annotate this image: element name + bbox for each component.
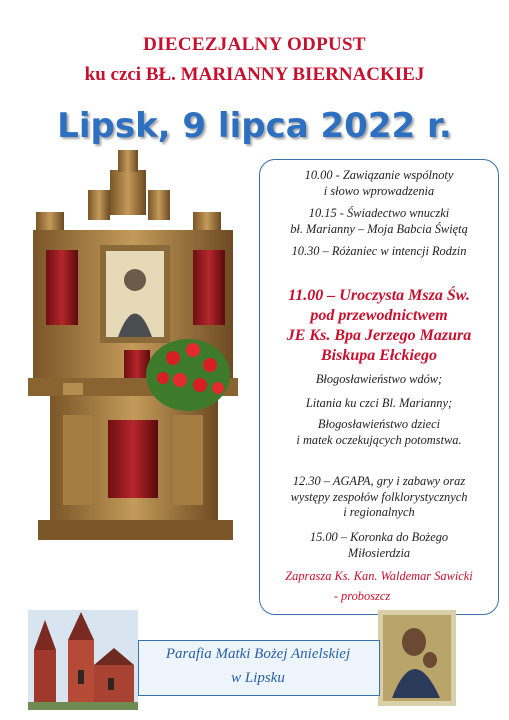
litany: Litania ku czci Bl. Marianny; xyxy=(305,396,453,410)
program-item-1230: 12.30 – AGAPA, gry i zabawy oraz występy zespołów folklorystycznych i regionalnych xyxy=(290,474,468,519)
event-subtitle: ku czci BŁ. MARIANNY BIERNACKIEJ xyxy=(84,64,425,85)
invitation-line: Zaprasza Ks. Kan. Waldemar Sawicki xyxy=(285,569,473,583)
program-item-1000: 10.00 - Zawiązanie wspólnoty i słowo wprowadzenia xyxy=(304,168,454,198)
program-item-mass: 11.00 – Uroczysta Msza Św. pod przewodnictwem JE Ks. Bpa Jerzego Mazura Biskupa Ełckiego xyxy=(286,287,472,364)
parish-name: Parafia Matki Bożej Anielskiej xyxy=(165,646,351,662)
event-title: DIECEZJALNY ODPUST xyxy=(143,34,366,55)
church-image xyxy=(28,610,138,710)
reliquary-altar-image xyxy=(28,150,258,545)
parish-location: w Lipsku xyxy=(231,670,285,686)
madonna-icon-image xyxy=(378,610,456,706)
place-date-heading: Lipsk, 9 lipca 2022 r. xyxy=(57,106,452,146)
pastor-title: - proboszcz xyxy=(333,589,391,603)
program-item-1030: 10.30 – Różaniec w intencji Rodzin xyxy=(291,244,467,258)
blessing-children: Błogosławieństwo dzieci i matek oczekujących potomstwa. xyxy=(296,417,462,447)
program-item-1500: 15.00 – Koronka do Bożego Miłosierdzia xyxy=(309,530,449,560)
blessing-widows: Błogosławieństwo wdów; xyxy=(315,372,443,386)
program-item-1015: 10.15 - Świadectwo wnuczki bł. Marianny – Moja Babcia Świętą xyxy=(290,206,468,236)
